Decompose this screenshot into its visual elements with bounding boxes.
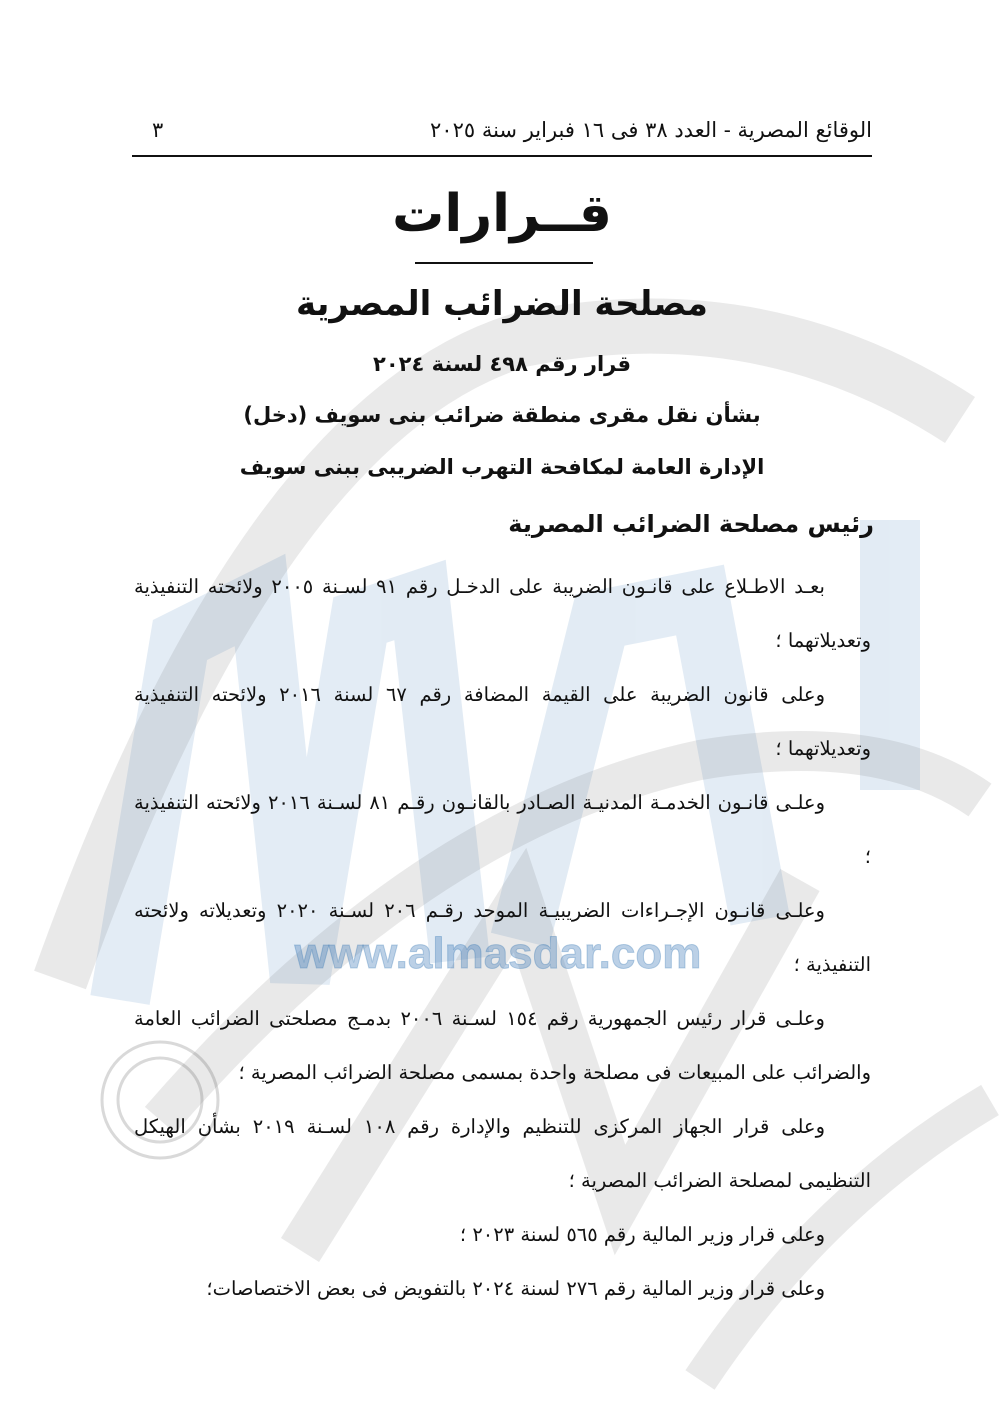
authority-name: مصلحة الضرائب المصرية xyxy=(296,284,708,324)
paragraph: وعلـى قانـون الإجـراءات الضريبيـة الموحد رقـم ٢٠٦ لسـنة ٢٠٢٠ وتعديلاته ولائحته التنفيذية ؛ xyxy=(134,899,871,976)
decree-subject: بشأن نقل مقرى منطقة ضرائب بنى سويف (دخل) xyxy=(243,403,761,427)
issuer-title: رئيس مصلحة الضرائب المصرية xyxy=(508,510,874,538)
paragraph: وعلـى قرار رئيس الجمهورية رقم ١٥٤ لسـنة ٢٠٠٦ بدمـج مصلحتى الضرائب العامة والضرائب على المبيعات فى مصلحة واحدة بمسمى مصلحة الضرائب المصرية ؛ xyxy=(134,1007,871,1084)
header-divider xyxy=(132,155,872,157)
watermark-site: www.almasdar.com xyxy=(294,929,702,978)
paragraph: وعلى قرار الجهاز المركزى للتنظيم والإدارة رقم ١٠٨ لسـنة ٢٠١٩ بشأن الهيكل التنظيمى لمصلحة الضرائب المصرية ؛ xyxy=(134,1115,871,1192)
paragraph: وعلى قانون الضريبة على القيمة المضافة رقم ٦٧ لسنة ٢٠١٦ ولائحته التنفيذية وتعديلاتهما ؛ xyxy=(134,683,871,760)
decree-number: قرار رقم ٤٩٨ لسنة ٢٠٢٤ xyxy=(373,352,631,376)
section-title: قــرارات xyxy=(392,184,612,244)
paragraph: بعـد الاطـلاع على قانـون الضريبة على الدخـل رقم ٩١ لسـنة ٢٠٠٥ ولائحته التنفيذية وتعديلاتهما ؛ xyxy=(134,575,871,652)
page-header xyxy=(132,112,872,152)
page-number: ٣ xyxy=(152,118,164,142)
header-title: الوقائع المصرية - العدد ٣٨ فى ١٦ فبراير سنة ٢٠٢٥ xyxy=(430,118,872,142)
department-name: الإدارة العامة لمكافحة التهرب الضريبى ببنى سويف xyxy=(239,455,765,479)
paragraph: وعلـى قانـون الخدمـة المدنيـة الصـادر بالقانـون رقـم ٨١ لسـنة ٢٠١٦ ولائحته التنفيذية ؛ xyxy=(134,791,871,868)
paragraph: وعلى قرار وزير المالية رقم ٢٧٦ لسنة ٢٠٢٤ بالتفويض فى بعض الاختصاصات؛ xyxy=(206,1277,825,1300)
title-underline xyxy=(415,262,593,264)
decree-body xyxy=(134,560,871,1316)
paragraph: وعلى قرار وزير المالية رقم ٥٦٥ لسنة ٢٠٢٣ ؛ xyxy=(459,1223,825,1246)
